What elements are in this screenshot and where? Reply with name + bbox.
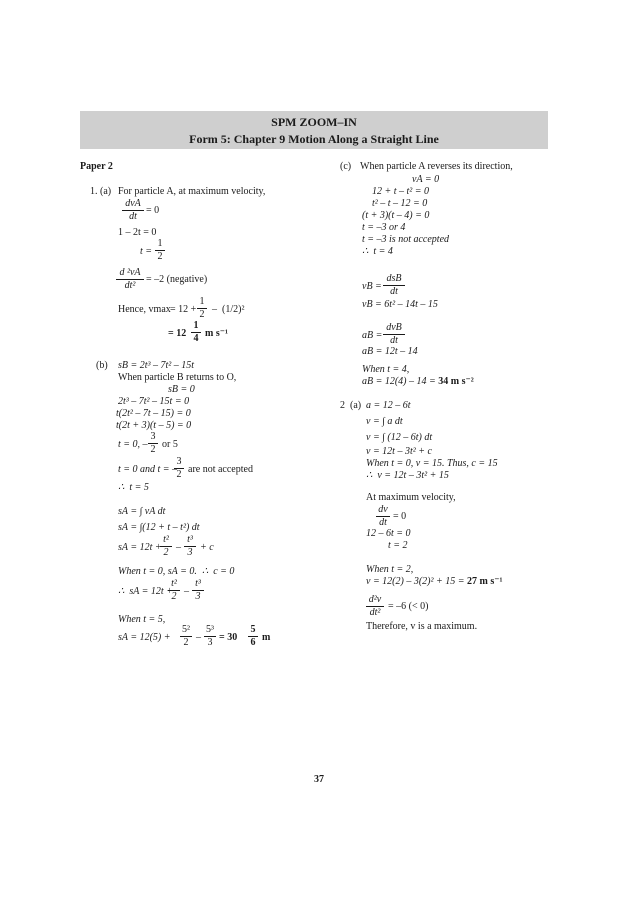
- equation-line: sA = 12(5) +: [118, 632, 171, 643]
- equation-line: v = 12t – 3t² + c: [366, 446, 432, 457]
- fraction-t2-2: t² 2: [160, 535, 172, 558]
- equation-line: 1 – 2t = 0: [118, 227, 157, 238]
- equation-line: t(2t² – 7t – 15) = 0: [116, 408, 191, 419]
- chapter-header: [80, 111, 548, 149]
- negative-note: = –2 (negative): [146, 274, 208, 285]
- roots-line: t = 0, –: [118, 439, 148, 450]
- equation-line: t = –3 is not accepted: [362, 234, 450, 245]
- equation-line: vA = 0: [412, 174, 440, 185]
- q1a-intro: For particle A, at maximum velocity,: [118, 186, 266, 197]
- header-title: SPM ZOOM–IN: [271, 115, 357, 129]
- minus-sign: –: [184, 586, 189, 597]
- equation-line: 12 – 6t = 0: [366, 528, 411, 539]
- acceleration-line: aB = 12(4) – 14 = 34 m s⁻²: [362, 376, 474, 387]
- plus-c: + c: [200, 542, 214, 553]
- text-line: When particle B returns to O,: [118, 372, 237, 383]
- text-line: When particle A reverses its direction,: [360, 161, 513, 172]
- paper-heading: Paper 2: [80, 161, 113, 172]
- text-line: When t = 0, v = 15. Thus, c = 15: [366, 458, 498, 469]
- vmax-result: = 12: [168, 328, 187, 339]
- equals-zero: = 0: [393, 511, 407, 522]
- equation-line: aB = 12t – 14: [362, 346, 418, 357]
- fraction-dv-dt: dv dt: [376, 505, 390, 528]
- equation-line: t = –3 or 4: [362, 222, 406, 233]
- fraction-dsB-dt: dsB dt: [383, 274, 405, 297]
- fraction-three-halves: 3 2: [148, 432, 158, 455]
- distance-unit: m: [262, 632, 271, 643]
- minus-sign: –: [196, 632, 201, 643]
- fraction-d2v-dt2: d²v dt²: [366, 595, 384, 618]
- hence-vmax: Hence, vmax: [118, 304, 171, 315]
- fraction-three-halves: 3 2: [174, 457, 184, 480]
- fraction-five-sixths: 5 6: [248, 625, 258, 648]
- minus-sign: –: [176, 542, 181, 553]
- vmax-unit: m s⁻¹: [205, 328, 228, 339]
- page-number: 37: [314, 774, 324, 785]
- equation-line: sA = ∫ vA dt: [118, 506, 166, 517]
- q1b-label: (b): [96, 360, 108, 371]
- minus-sign: –: [212, 304, 217, 315]
- equals-zero: = 0: [146, 205, 160, 216]
- text-line: When t = 0, sA = 0. ∴ c = 0: [118, 566, 235, 577]
- hence-rhs: = 12 +: [170, 304, 197, 315]
- text-line: At maximum velocity,: [366, 492, 456, 503]
- fraction-t3-3: t³ 3: [192, 579, 204, 602]
- q1a-label: 1. (a): [90, 186, 112, 197]
- equation-line: t = 2: [388, 540, 408, 551]
- t-equals: t =: [140, 246, 153, 257]
- equation-line: ∴ sA = 12t +: [118, 586, 173, 597]
- equation-line: sA = 12t +: [118, 542, 162, 553]
- fraction-quarter: 1 4: [191, 321, 201, 344]
- fraction-half: 1 2: [155, 239, 165, 262]
- header-subtitle: Form 5: Chapter 9 Motion Along a Straight Line: [189, 132, 439, 146]
- q2a-label: 2 (a): [340, 400, 362, 411]
- equation-line: a = 12 – 6t: [366, 400, 411, 411]
- fraction-t2-2: t² 2: [168, 579, 180, 602]
- second-derivative-value: = –6 (< 0): [388, 601, 429, 612]
- equation-line: sA = ∫(12 + t – t²) dt: [118, 522, 200, 533]
- equation-line: t(2t + 3)(t – 5) = 0: [116, 420, 192, 431]
- equation-line: vB = 6t² – 14t – 15: [362, 299, 438, 310]
- roots-tail: or 5: [162, 439, 178, 450]
- equation-line: sB = 2t³ – 7t² – 15t: [118, 360, 195, 371]
- fraction-dvA-dt: dvA dt: [122, 199, 144, 222]
- conclusion-line: ∴ t = 5: [118, 482, 149, 493]
- fraction-half: 1 2: [197, 297, 207, 320]
- text-line: When t = 4,: [362, 364, 410, 375]
- conclusion-line: ∴ t = 4: [362, 246, 393, 257]
- equation-line: 12 + t – t² = 0: [372, 186, 430, 197]
- equation-line: (t + 3)(t – 4) = 0: [362, 210, 430, 221]
- velocity-line: v = 12(2) – 3(2)² + 15 = 27 m s⁻¹: [366, 576, 503, 587]
- equation-line: 2t³ – 7t² – 15t = 0: [118, 396, 190, 407]
- equation-line: ∴ v = 12t – 3t² + 15: [366, 470, 449, 481]
- text-line: When t = 2,: [366, 564, 414, 575]
- fraction-5sq-2: 5² 2: [182, 624, 190, 648]
- reject-tail: are not accepted: [188, 464, 253, 475]
- equation-line: v = ∫ a dt: [366, 416, 403, 427]
- text-line: When t = 5,: [118, 614, 166, 625]
- equation-line: sB = 0: [168, 384, 195, 395]
- half-squared: (1/2)²: [222, 304, 245, 315]
- fraction-5cube-3: 5³ 3: [206, 624, 214, 648]
- equation-line: vB =: [362, 281, 382, 292]
- qc-label: (c): [340, 161, 352, 172]
- equation-line: v = ∫ (12 – 6t) dt: [366, 432, 433, 443]
- fraction-t3-3: t³ 3: [184, 535, 196, 558]
- distance-result: = 30: [219, 632, 238, 643]
- equation-line: t² – t – 12 = 0: [372, 198, 428, 209]
- fraction-dvB-dt: dvB dt: [383, 323, 405, 346]
- reject-line: t = 0 and t = –: [118, 464, 178, 475]
- equation-line: aB =: [362, 330, 383, 341]
- fraction-second-derivative: d ²vA dt²: [116, 268, 144, 291]
- conclusion-line: Therefore, v is a maximum.: [366, 621, 478, 632]
